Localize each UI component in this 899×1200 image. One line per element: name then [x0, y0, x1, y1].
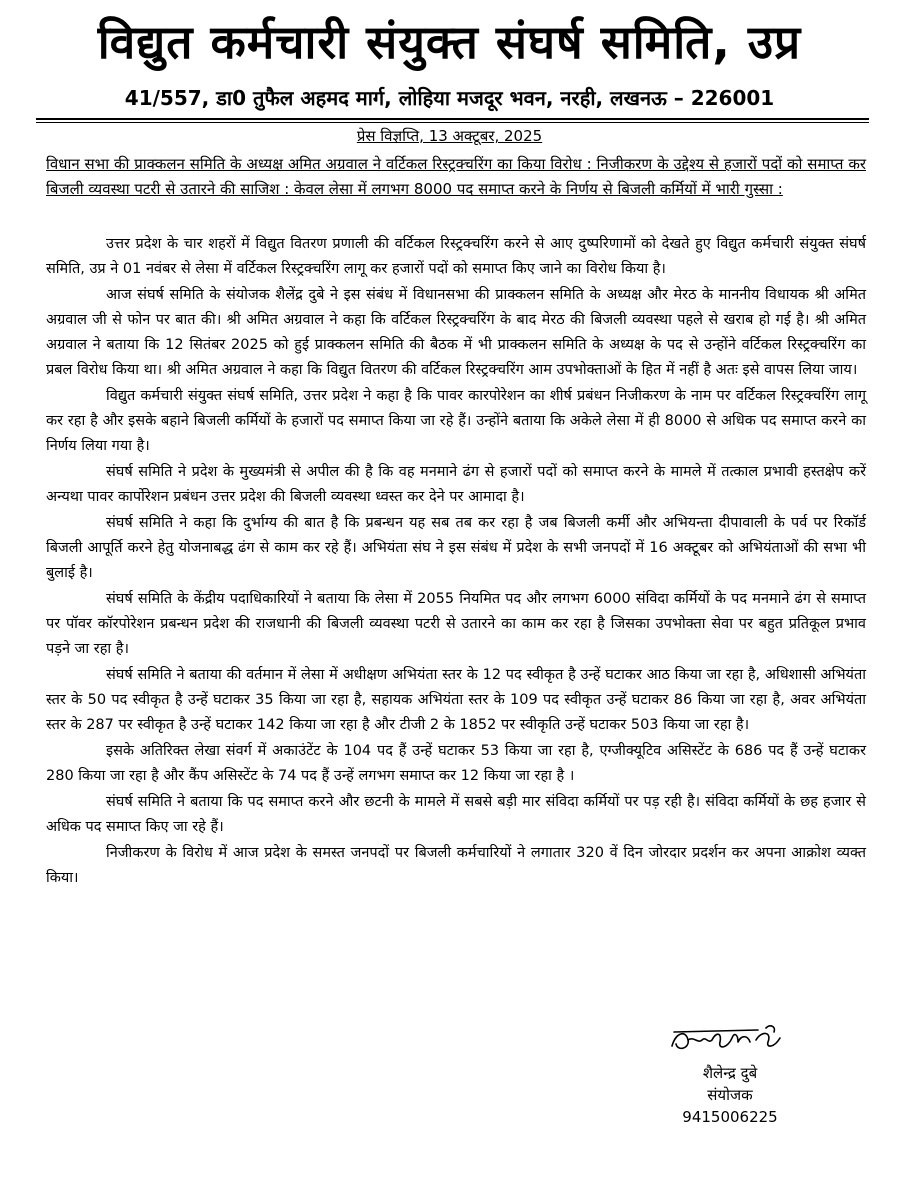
body-paragraph: संघर्ष समिति ने बताया की वर्तमान में लेसा में अधीक्षण अभियंता स्तर के 12 पद स्वीकृत है उन्हें घटाकर आठ किया जा रहा है, अधिशासी अभियंता स्तर के 50 पद स्वीकृत है उन्हें घटाकर 35 किया जा रहा है, सहायक अभियंता स्तर के 109 पद स्वीकृत उन्हें घटाकर 86 किया जा रहा है, अवर अभियंता स्तर के 287 पर स्वीकृत है उन्हें घटाकर 142 किया जा रहा है और टीजी 2 के 1852 पर स्वीकृति उन्हें घटाकर 503 किया जा रहा है। — [46, 667, 866, 733]
body-paragraph: उत्तर प्रदेश के चार शहरों में विद्युत वितरण प्रणाली की वर्टिकल रिस्ट्रक्चरिंग करने से आए दुष्परिणामों को देखते हुए विद्युत कर्मचारी संयुक्त संघर्ष समिति, उप्र ने 01 नवंबर से लेसा में वर्टिकल रिस्ट्रक्चरिंग लागू कर हजारों पदों को समाप्त किए जाने का विरोध किया है। — [46, 236, 866, 277]
signature-block — [640, 1022, 820, 1128]
body-paragraph: निजीकरण के विरोध में आज प्रदेश के समस्त जनपदों पर बिजली कर्मचारियों ने लगातार 320 वें दिन जोरदार प्रदर्शन कर अपना आक्रोश व्यक्त किया। — [46, 845, 866, 886]
signer-phone: 9415006225 — [682, 1108, 778, 1126]
body-paragraph: विद्युत कर्मचारी संयुक्त संघर्ष समिति, उत्तर प्रदेश ने कहा है कि पावर कारपोरेशन का शीर्ष प्रबंधन निजीकरण के नाम पर वर्टिकल रिस्ट्रक्चरिंग लागू कर रहा है और इसके बहाने बिजली कर्मियों के हजारों पद समाप्त किया जा रहे हैं। उन्होंने बताया कि अकेले लेसा में ही 8000 से अधिक पद समाप्त करने का निर्णय लिया गया है। — [46, 388, 866, 454]
organization-name: विद्युत कर्मचारी संयुक्त संघर्ष समिति, उप्र — [97, 15, 802, 69]
body-paragraph: संघर्ष समिति ने कहा कि दुर्भाग्य की बात है कि प्रबन्धन यह सब तब कर रहा है जब बिजली कर्मी और अभियन्ता दीपावाली के पर्व पर रिकॉर्ड बिजली आपूर्ति करने हेतु योजनाबद्ध ढंग से काम कर रहे हैं। अभियंता संघ ने इस संबंध में प्रदेश के सभी जनपदों में 16 अक्टूबर को अभियंताओं की सभा भी बुलाई है। — [46, 515, 866, 581]
press-release-date: प्रेस विज्ञप्ति, 13 अक्टूबर, 2025 — [356, 127, 543, 145]
body-paragraph: संघर्ष समिति के केंद्रीय पदाधिकारियों ने बताया कि लेसा में 2055 नियमित पद और लगभग 6000 संविदा कर्मियों के पद मनमाने ढंग से समाप्त पर पॉवर कॉरपोरेशन प्रबन्धन प्रदेश की राजधानी की बिजली व्यवस्था पटरी से उतारने का काम कर रहा है जिसका उपभोक्ता सेवा पर बहुत प्रतिकूल प्रभाव पड़ने जा रहा है। — [46, 591, 866, 657]
handwritten-signature — [668, 1022, 788, 1058]
body-paragraph: आज संघर्ष समिति के संयोजक शैलेंद्र दुबे ने इस संबंध में विधानसभा की प्राक्कलन समिति के अध्यक्ष और मेरठ के माननीय विधायक श्री अमित अग्रवाल जी से फोन पर बात की। श्री अमित अग्रवाल ने कहा कि वर्टिकल रिस्ट्रक्चरिंग के बाद मेरठ की बिजली व्यवस्था पहले से खराब हो गई है। श्री अमित अग्रवाल ने बताया कि 12 सितंबर 2025 को हुई प्राक्कलन समिति की बैठक में भी प्राक्कलन समिति के अध्यक्ष के पद से उन्होंने वर्टिकल रिस्ट्रक्चरिंग का प्रबल विरोध किया था। श्री अमित अग्रवाल ने कहा कि विद्युत वितरण की वर्टिकल रिस्ट्रक्चरिंग आम उपभोक्ताओं के हित में नहीं है अतः इसे वापस लिया जाय। — [46, 287, 866, 378]
header-divider-thin — [36, 122, 869, 123]
body-paragraph: संघर्ष समिति ने प्रदेश के मुख्यमंत्री से अपील की है कि वह मनमाने ढंग से हजारों पदों को समाप्त करने के मामले में तत्काल प्रभावी हस्तक्षेप करें अन्यथा पावर कार्पोरेशन प्रबंधन उत्तर प्रदेश की बिजली व्यवस्था ध्वस्त कर देने पर आमादा है। — [46, 464, 866, 505]
signer-name: शैलेन्द्र दुबे — [702, 1064, 758, 1082]
header-divider — [36, 118, 869, 120]
body-paragraph: संघर्ष समिति ने बताया कि पद समाप्त करने और छटनी के मामले में सबसे बड़ी मार संविदा कर्मियों पर पड़ रही है। संविदा कर्मियों के छह हजार से अधिक पद समाप्त किए जा रहे हैं। — [46, 794, 866, 835]
press-release-body — [46, 232, 866, 892]
press-release-headline: विधान सभा की प्राक्कलन समिति के अध्यक्ष अमित अग्रवाल ने वर्टिकल रिस्ट्रक्चरिंग का किया विरोध : निजीकरण के उद्देश्य से हजारों पदों को समाप्त कर बिजली व्यवस्था पटरी से उतारने की साजिश : केवल लेसा में लगभग 8000 पद समाप्त करने के निर्णय से बिजली कर्मियों में भारी गुस्सा : — [46, 155, 866, 198]
body-paragraph: इसके अतिरिक्त लेखा संवर्ग में अकाउंटेंट के 104 पद हैं उन्हें घटाकर 53 किया जा रहा है, एग्जीक्यूटिव असिस्टेंट के 686 पद हैं उन्हें घटाकर 280 किया जा रहा है और कैंप असिस्टेंट के 74 पद हैं उन्हें लगभग समाप्त कर 12 किया जा रहा है । — [46, 743, 866, 784]
organization-address: 41/557, डा0 तुफैल अहमद मार्ग, लोहिया मजदूर भवन, नरही, लखनऊ – 226001 — [124, 86, 775, 110]
signer-role: संयोजक — [707, 1086, 753, 1104]
